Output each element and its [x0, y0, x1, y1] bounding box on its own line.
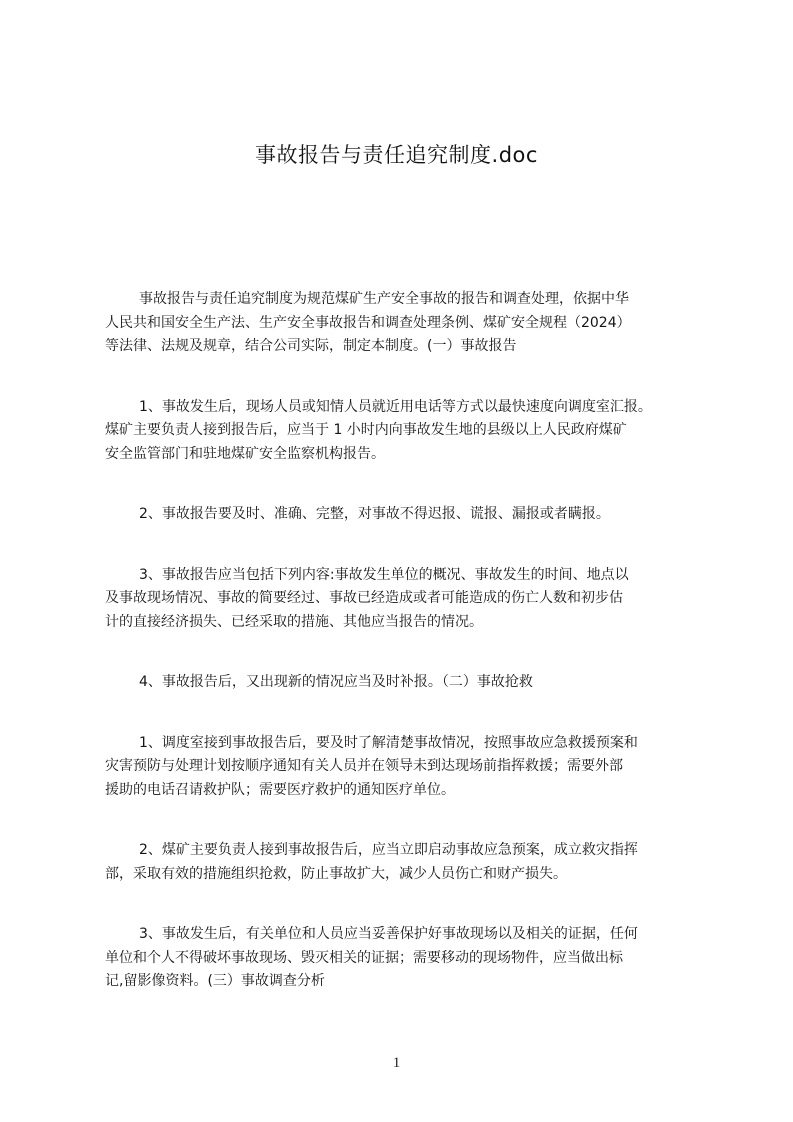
- paragraph-report-2: [105, 503, 725, 527]
- paragraph-line: 灾害预防与处理计划按顺序通知有关人员并在领导未到达现场前指挥救援；需要外部: [105, 758, 623, 774]
- paragraph-line: 援助的电话召请救护队；需要医疗救护的通知医疗单位。: [105, 781, 455, 798]
- paragraph-intro: [105, 288, 725, 359]
- paragraph-line: 计的直接经济损失、已经采取的措施、其他应当报告的情况。: [105, 613, 483, 630]
- paragraph-line: 3、事故发生后，有关单位和人员应当妥善保护好事故现场以及相关的证据，任何: [139, 926, 638, 942]
- paragraph-line: 3、事故报告应当包括下列内容:事故发生单位的概况、事故发生的时间、地点以: [139, 566, 629, 583]
- paragraph-report-1: [105, 396, 725, 467]
- paragraph-line: 人民共和国安全生产法、生产安全事故报告和调查处理条例、煤矿安全规程（2024）: [105, 314, 631, 331]
- paragraph-report-4: [105, 671, 725, 695]
- paragraph-line: 事故报告与责任追究制度为规范煤矿生产安全事故的报告和调查处理，依据中华: [139, 291, 629, 307]
- paragraph-line: 1、事故发生后，现场人员或知情人员就近用电话等方式以最快速度向调度室汇报。: [139, 398, 652, 415]
- paragraph-line: 2、事故报告要及时、准确、完整，对事故不得迟报、谎报、漏报或者瞒报。: [139, 506, 610, 522]
- paragraph-line: 煤矿主要负责人接到报告后，应当于 1 小时内向事故发生地的县级以上人民政府煤矿: [105, 422, 627, 438]
- paragraph-line: 记,留影像资料。(三）事故调查分析: [105, 973, 325, 989]
- paragraph-rescue-1: [105, 732, 725, 803]
- document-body: [105, 288, 725, 1031]
- document-title: 事故报告与责任追究制度.doc: [255, 143, 538, 167]
- paragraph-line: 2、煤矿主要负责人接到事故报告后，应当立即启动事故应急预案，成立救灾指挥: [139, 842, 638, 858]
- paragraph-rescue-2: [105, 839, 725, 886]
- paragraph-report-3: [105, 564, 725, 635]
- paragraph-line: 4、事故报告后，又出现新的情况应当及时补报。（二）事故抢救: [139, 674, 533, 690]
- paragraph-line: 安全监管部门和驻地煤矿安全监察机构报告。: [105, 445, 385, 462]
- paragraph-line: 等法律、法规及规章，结合公司实际，制定本制度。(一）事故报告: [105, 338, 517, 354]
- paragraph-line: 1、调度室接到事故报告后，要及时了解清楚事故情况，按照事故应急救援预案和: [139, 734, 638, 751]
- paragraph-line: 单位和个人不得破坏事故现场、毁灭相关的证据；需要移动的现场物件，应当做出标: [105, 949, 623, 966]
- paragraph-rescue-3: [105, 923, 725, 994]
- paragraph-line: 及事故现场情况、事故的简要经过、事故已经造成或者可能造成的伤亡人数和初步估: [105, 590, 623, 606]
- paragraph-line: 部，采取有效的措施组织抢救，防止事故扩大，减少人员伤亡和财产损失。: [105, 865, 567, 882]
- page-number: 1: [392, 1055, 401, 1071]
